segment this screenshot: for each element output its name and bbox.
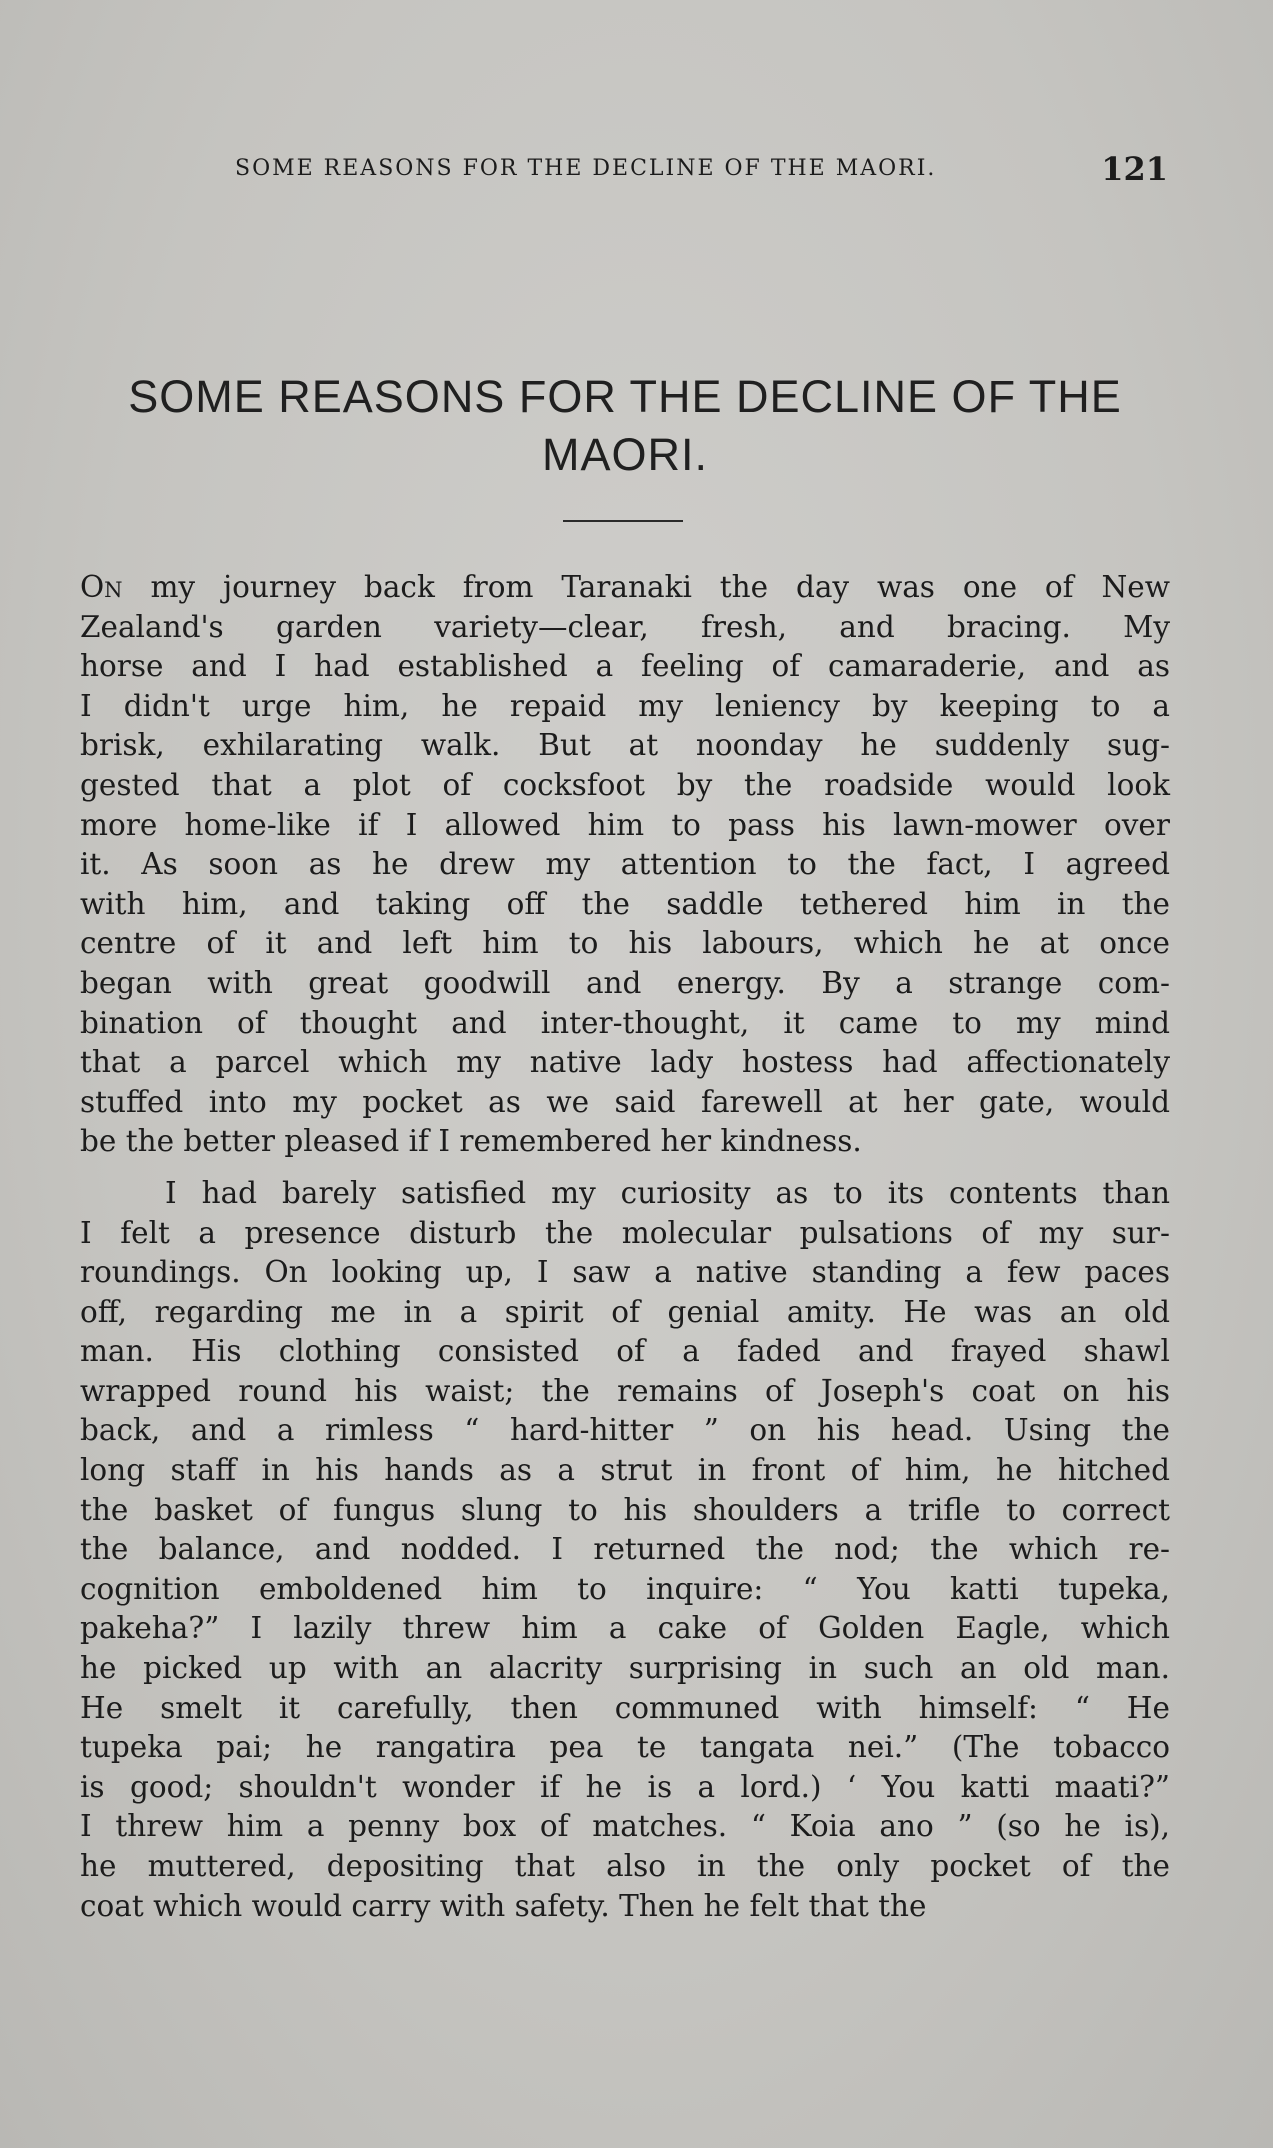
text-line bbox=[80, 1214, 1170, 1254]
text-line bbox=[80, 766, 1170, 806]
text-line-content: the balance, and nodded. I returned the nod; the which re- bbox=[80, 1532, 1170, 1567]
paragraph-2 bbox=[80, 1174, 1170, 1926]
text-line-content: tupeka pai; he rangatira pea te tangata nei.” (The tobacco bbox=[80, 1730, 1170, 1765]
text-line bbox=[80, 1530, 1170, 1570]
text-line-content: with him, and taking off the saddle tethered him in the bbox=[80, 886, 1170, 921]
page-number: 121 bbox=[1101, 150, 1168, 188]
text-line bbox=[80, 924, 1170, 964]
running-head bbox=[80, 150, 1170, 190]
article-title-line-1: SOME REASONS FOR THE DECLINE OF THE bbox=[128, 371, 1122, 422]
text-line bbox=[80, 845, 1170, 885]
text-line bbox=[80, 1728, 1170, 1768]
book-page bbox=[80, 0, 1170, 2148]
text-line-content: is good; shouldn't wonder if he is a lord.) ‘ You katti maati?” bbox=[80, 1769, 1170, 1804]
text-line bbox=[80, 1807, 1170, 1847]
text-line-content: that a parcel which my native lady hostess had affectionately bbox=[80, 1045, 1170, 1080]
text-line-content: I didn't urge him, he repaid my leniency by keeping to a bbox=[80, 688, 1170, 723]
running-head-title: SOME REASONS FOR THE DECLINE OF THE MAORI. bbox=[235, 156, 937, 181]
text-line-content: my journey back from Taranaki the day was one of New bbox=[122, 570, 1170, 604]
text-line bbox=[80, 1847, 1170, 1887]
text-line bbox=[80, 1043, 1170, 1083]
text-line-content: he muttered, depositing that also in the only pocket of the bbox=[80, 1849, 1170, 1883]
text-line-content: pakeha?” I lazily threw him a cake of Golden Eagle, which bbox=[80, 1611, 1170, 1646]
text-line-content: gested that a plot of cocksfoot by the roadside would look bbox=[80, 767, 1170, 802]
text-line bbox=[80, 885, 1170, 925]
text-line bbox=[80, 726, 1170, 766]
text-line-content: I threw him a penny box of matches. “ Koia ano ” (so he is), bbox=[80, 1809, 1170, 1844]
text-line-content: he picked up with an alacrity surprising in such an old man. bbox=[80, 1651, 1170, 1686]
text-line bbox=[80, 1768, 1170, 1808]
text-line bbox=[80, 1253, 1170, 1293]
text-line bbox=[80, 1887, 1170, 1927]
text-line bbox=[80, 1411, 1170, 1451]
text-line bbox=[80, 1491, 1170, 1531]
text-line-content: coat which would carry with safety. Then he felt that the bbox=[80, 1888, 927, 1923]
article-title-line-2: MAORI. bbox=[541, 429, 708, 480]
text-line-content: cognition emboldened him to inquire: “ You katti tupeka, bbox=[80, 1571, 1170, 1606]
text-line-content: Zealand's garden variety—clear, fresh, and bracing. My bbox=[80, 609, 1170, 644]
text-line bbox=[80, 647, 1170, 687]
text-line-content: it. As soon as he drew my attention to the fact, I agreed bbox=[80, 847, 1170, 882]
text-line bbox=[80, 1293, 1170, 1333]
text-line-content: centre of it and left him to his labours, which he at once bbox=[80, 926, 1170, 961]
text-line bbox=[80, 964, 1170, 1004]
text-line bbox=[80, 1332, 1170, 1372]
text-line bbox=[80, 1570, 1170, 1610]
text-line-content: I had barely satisfied my curiosity as to its contents than bbox=[165, 1175, 1170, 1210]
text-line-content: began with great goodwill and energy. By a strange com- bbox=[80, 965, 1170, 1000]
text-line bbox=[80, 806, 1170, 846]
text-line-content: stuffed into my pocket as we said farewell at her gate, would bbox=[80, 1084, 1170, 1119]
text-line-content: roundings. On looking up, I saw a native standing a few paces bbox=[80, 1255, 1170, 1290]
text-line-content: horse and I had established a feeling of camaraderie, and as bbox=[80, 649, 1170, 684]
text-line-content: brisk, exhilarating walk. But at noonday he suddenly sug- bbox=[80, 728, 1170, 763]
text-line-content: be the better pleased if I remembered her kindness. bbox=[80, 1124, 862, 1159]
text-line bbox=[80, 1609, 1170, 1649]
text-line-content: man. His clothing consisted of a faded and frayed shawl bbox=[80, 1334, 1170, 1369]
text-line-content: back, and a rimless “ hard-hitter ” on his head. Using the bbox=[80, 1413, 1170, 1448]
text-line bbox=[80, 1122, 1170, 1162]
text-line-content: the basket of fungus slung to his shoulders a trifle to correct bbox=[80, 1492, 1170, 1527]
paragraph-1 bbox=[80, 568, 1170, 1162]
text-line bbox=[80, 1451, 1170, 1491]
text-line bbox=[80, 608, 1170, 648]
text-line-content: long staff in his hands as a strut in front of him, he hitched bbox=[80, 1453, 1170, 1488]
opening-word: On bbox=[80, 570, 123, 604]
text-line bbox=[80, 1174, 1170, 1214]
text-line bbox=[80, 1649, 1170, 1689]
article-title bbox=[80, 368, 1170, 484]
text-line-content: more home-like if I allowed him to pass his lawn-mower over bbox=[80, 807, 1170, 842]
text-line bbox=[80, 1004, 1170, 1044]
text-line-content: He smelt it carefully, then communed with himself: “ He bbox=[80, 1690, 1170, 1725]
article-body bbox=[80, 568, 1170, 1926]
text-line bbox=[80, 687, 1170, 727]
text-line bbox=[80, 1689, 1170, 1729]
title-rule-divider bbox=[563, 520, 683, 522]
text-line bbox=[80, 1372, 1170, 1412]
text-line-content: wrapped round his waist; the remains of Joseph's coat on his bbox=[80, 1373, 1170, 1408]
text-line-content: bination of thought and inter-thought, it came to my mind bbox=[80, 1005, 1170, 1040]
text-line-content: off, regarding me in a spirit of genial amity. He was an old bbox=[80, 1294, 1170, 1329]
text-line-content: I felt a presence disturb the molecular pulsations of my sur- bbox=[80, 1215, 1170, 1250]
text-line bbox=[80, 568, 1170, 608]
text-line bbox=[80, 1083, 1170, 1123]
